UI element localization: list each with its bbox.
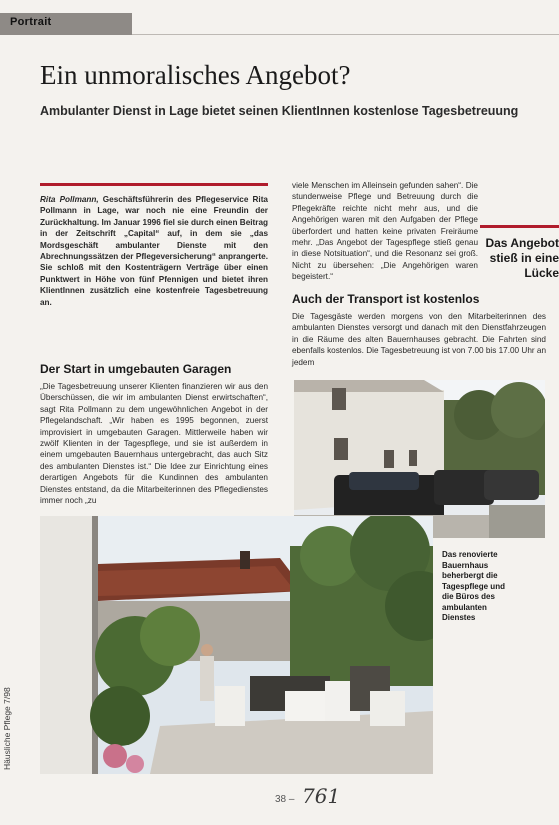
photo-garden-terrace xyxy=(40,516,433,774)
publication-side-label: Häusliche Pflege 7/98 xyxy=(2,687,12,770)
body-text-3: Die Tagesgäste werden morgens von den Mitarbeiterinnen des ambulanten Dienstes versorgt und danach mit den Dienstfahrzeugen in die Räume des alten Bauernhauses gebracht. Die Fahrten sind ebenfalls kostenlos. Die Tagesbetreuung ist von 7.00 bis 17.00 Uhr an jedem xyxy=(292,312,546,367)
pull-quote-rule xyxy=(480,225,559,228)
body-paragraph-2 xyxy=(292,180,478,283)
section-label: Portrait xyxy=(10,16,52,28)
photo-caption: Das renovierte Bauernhaus beherbergt die Tagespflege und die Büros des ambulanten Dienstes xyxy=(442,550,505,622)
intro-paragraph xyxy=(40,194,268,308)
left-red-rule xyxy=(40,183,268,186)
header-rule xyxy=(132,34,559,35)
page-number: 38 – xyxy=(275,794,295,805)
intro-text: Geschäftsführerin des Pflegeservice Rita Pollmann in Lage, war noch nie eine Freundin der Zurückhaltung. Im Januar 1996 fiel sie durch einen Beitrag in der Zeitschrift „Capital“ auf, in dem sie „das Mordsgeschäft ambulanter Dienste mit den Abrechnungssätzen der Pflegeversicherung“ anprangerte. Sie schloß mit den Kostenträgern Verträge über einen Punktwert in Höhe von fünf Pfennigen und bietet ihren KlientInnen zusätzlich eine kostenfreie Tagesbetreuung an. xyxy=(40,195,268,307)
handwritten-page-number: 761 xyxy=(302,784,341,808)
heading-transport: Auch der Transport ist kostenlos xyxy=(292,292,480,306)
pull-quote: Das Angebot stieß in eine Lücke xyxy=(485,236,559,280)
photo-farmhouse-cars xyxy=(294,380,545,538)
body-paragraph-1 xyxy=(40,381,268,506)
article-title: Ein unmoralisches Angebot? xyxy=(40,60,351,90)
heading-start-garages: Der Start in umgebauten Garagen xyxy=(40,362,232,376)
article-subtitle: Ambulanter Dienst in Lage bietet seinen KlientInnen kostenlose Tagesbetreuung xyxy=(40,104,519,118)
body-paragraph-3 xyxy=(292,311,546,368)
intro-name: Rita Pollmann, xyxy=(40,195,99,204)
body-text-2: viele Menschen im Alleinsein gefunden sahen“. Die stundenweise Pflege und Betreuung durch die Pflegekräfte reichte nicht mehr aus, und die Angehörigen waren mit den Aufgaben der Pflege überfordert und hatten keine privaten Freiräume mehr. „Das Angebot der Tagespflege stieß genau in diese Notsituation“, und die Resonanz sei groß. Nicht zu übersehen: „Die Angehörigen waren begeistert.“ xyxy=(292,181,478,282)
body-text-1: „Die Tagesbetreuung unserer Klienten finanzieren wir aus den Überschüssen, die wir im ambulanten Dienst erwirtschaften“, sagt Rita Pollmann zu dem ungewöhnlichen Angebot in der Pflegelandschaft. „Wir haben es 1995 begonnen, zuerst improvisiert in umgebauten Garagen. Mittlerweile haben wir zwölf Klienten in der Tagespflege, und sie ist außerdem in einem umgebauten Bauernhaus untergebracht, das auch Sitz des ambulanten Dienstes ist.“ Die Idee zur Einrichtung eines derartigen Angebots für die Kundinnen des ambulanten Dienstes entstand, da die Mitarbeiterinnen des Pflegedienstes immer noch „zu xyxy=(40,382,268,506)
